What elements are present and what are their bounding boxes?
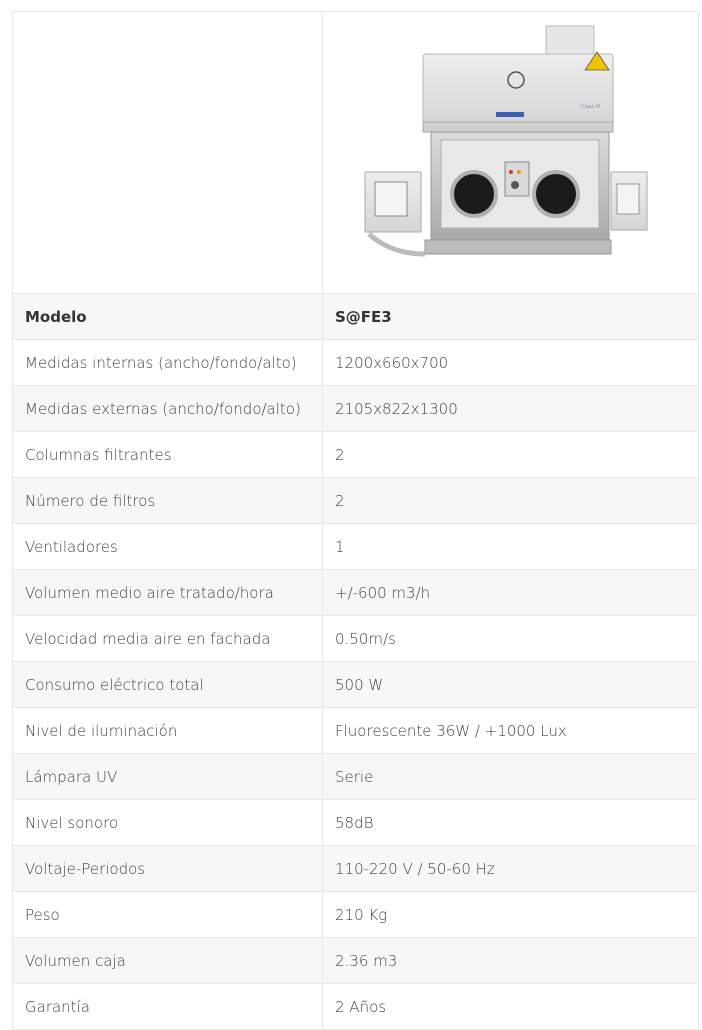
spec-label: Peso: [13, 892, 323, 938]
spec-row: [13, 984, 699, 1030]
spec-row: [13, 754, 699, 800]
spec-value: 110-220 V / 50-60 Hz: [323, 846, 699, 892]
spec-value: 1: [323, 524, 699, 570]
spec-label: Volumen caja: [13, 938, 323, 984]
spec-row: [13, 524, 699, 570]
spec-label: Velocidad media aire en fachada: [13, 616, 323, 662]
spec-value: 2 Años: [323, 984, 699, 1030]
spec-row: [13, 662, 699, 708]
spec-label: Ventiladores: [13, 524, 323, 570]
svg-text:Class III: Class III: [581, 104, 601, 110]
spec-label: Garantía: [13, 984, 323, 1030]
spec-row: [13, 386, 699, 432]
spec-label: Consumo eléctrico total: [13, 662, 323, 708]
spec-label: Voltaje-Periodos: [13, 846, 323, 892]
spec-value: +/-600 m3/h: [323, 570, 699, 616]
spec-label: Modelo: [13, 294, 323, 340]
spec-row: [13, 478, 699, 524]
image-empty-cell: [13, 12, 323, 294]
spec-row: [13, 846, 699, 892]
image-cell: [323, 12, 699, 294]
spec-row: [13, 800, 699, 846]
spec-row: [13, 708, 699, 754]
spec-value: 500 W: [323, 662, 699, 708]
spec-row: [13, 570, 699, 616]
spec-row: [13, 294, 699, 340]
spec-row: [13, 340, 699, 386]
spec-label: Nivel de iluminación: [13, 708, 323, 754]
biosafety-cabinet-image: [361, 22, 651, 267]
spec-value: 2: [323, 478, 699, 524]
spec-label: Columnas filtrantes: [13, 432, 323, 478]
spec-label: Medidas internas (ancho/fondo/alto): [13, 340, 323, 386]
spec-value: 1200x660x700: [323, 340, 699, 386]
spec-label: Medidas externas (ancho/fondo/alto): [13, 386, 323, 432]
spec-value: Fluorescente 36W / +1000 Lux: [323, 708, 699, 754]
spec-value: 2: [323, 432, 699, 478]
spec-value: S@FE3: [323, 294, 699, 340]
spec-label: Nivel sonoro: [13, 800, 323, 846]
spec-table: [12, 11, 699, 1030]
spec-value: Serie: [323, 754, 699, 800]
spec-row: [13, 938, 699, 984]
image-row: [13, 12, 699, 294]
spec-value: 0.50m/s: [323, 616, 699, 662]
spec-row: [13, 616, 699, 662]
spec-label: Número de filtros: [13, 478, 323, 524]
spec-value: 2105x822x1300: [323, 386, 699, 432]
spec-value: 58dB: [323, 800, 699, 846]
spec-value: 2.36 m3: [323, 938, 699, 984]
spec-label: Volumen medio aire tratado/hora: [13, 570, 323, 616]
spec-row: [13, 892, 699, 938]
spec-value: 210 Kg: [323, 892, 699, 938]
spec-row: [13, 432, 699, 478]
spec-label: Lámpara UV: [13, 754, 323, 800]
